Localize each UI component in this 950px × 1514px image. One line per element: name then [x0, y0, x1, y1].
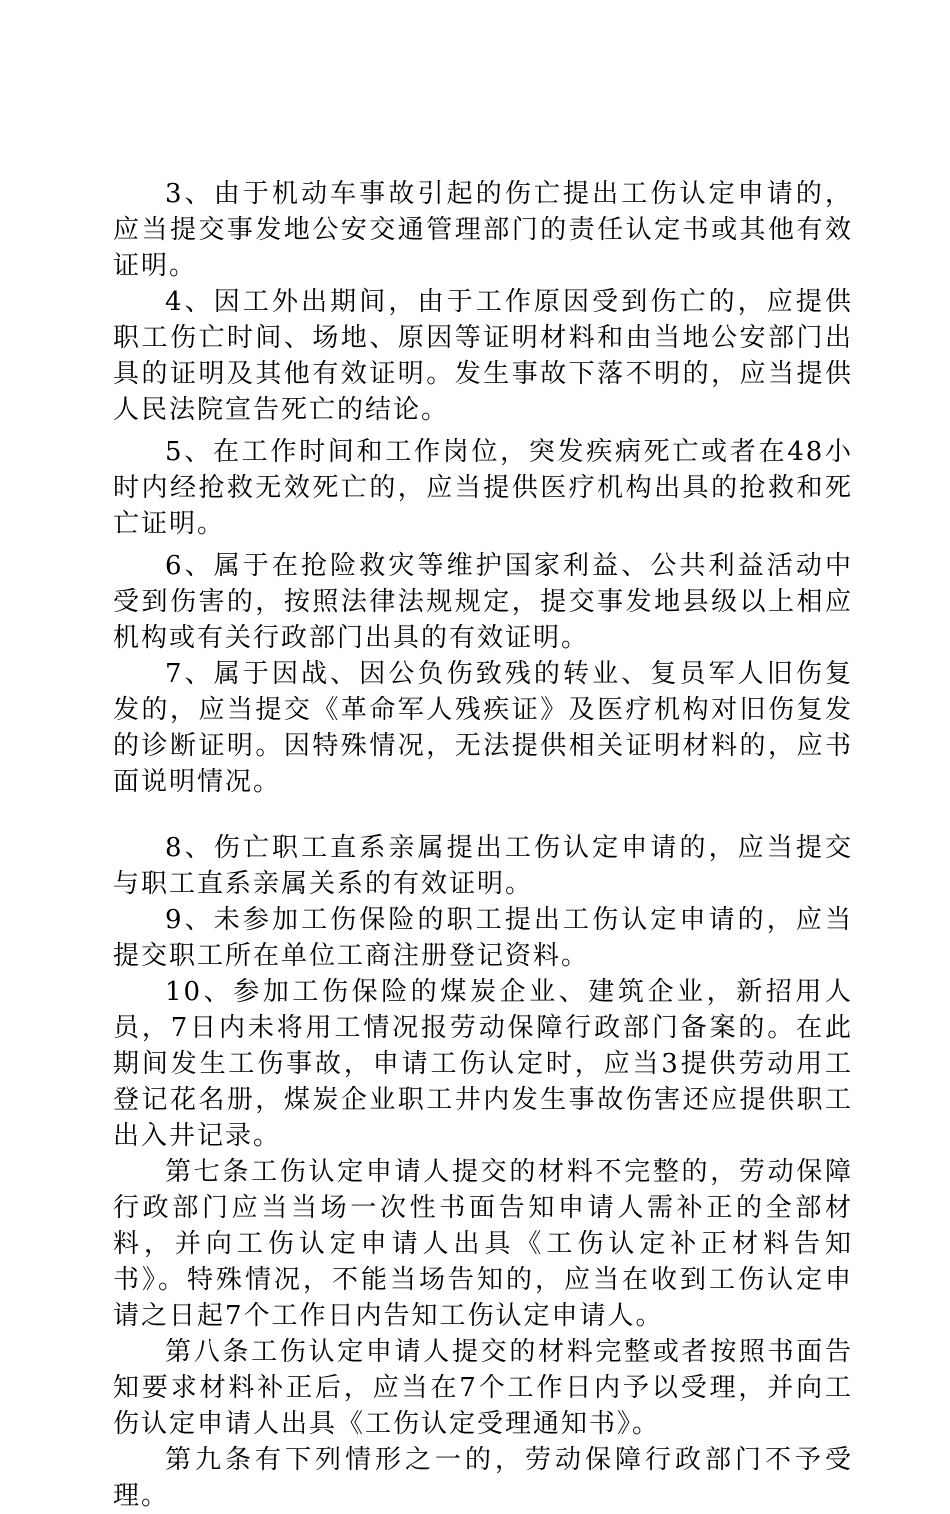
paragraph-item-10: 10、参加工伤保险的煤炭企业、建筑企业，新招用人员，7日内未将用工情况报劳动保障行政部门备案的。在此期间发生工伤事故，申请工伤认定时，应当3提供劳动用工登记花名册，煤炭企业职工井内发生事故伤害还应提供职工出入井记录。 [113, 977, 853, 1151]
document-body [113, 176, 853, 1514]
paragraph-article-9: 第九条有下列情形之一的，劳动保障行政部门不予受理。 [113, 1445, 853, 1511]
paragraph-item-8: 8、伤亡职工直系亲属提出工伤认定申请的，应当提交与职工直系亲属关系的有效证明。 [113, 833, 853, 899]
paragraph-item-3: 3、由于机动车事故引起的伤亡提出工伤认定申请的，应当提交事发地公安交通管理部门的责任认定书或其他有效证明。 [113, 179, 853, 281]
paragraph-item-9: 9、未参加工伤保险的职工提出工伤认定申请的，应当提交职工所在单位工商注册登记资料。 [113, 905, 853, 971]
paragraph-article-7: 第七条工伤认定申请人提交的材料不完整的，劳动保障行政部门应当当场一次性书面告知申请人需补正的全部材料，并向工伤认定申请人出具《工伤认定补正材料告知书》。特殊情况，不能当场告知的，应当在收到工伤认定申请之日起7个工作日内告知工伤认定申请人。 [113, 1157, 853, 1331]
paragraph-item-7: 7、属于因战、因公负伤致残的转业、复员军人旧伤复发的，应当提交《革命军人残疾证》及医疗机构对旧伤复发的诊断证明。因特殊情况，无法提供相关证明材料的，应书面说明情况。 [113, 659, 853, 797]
paragraph-item-4: 4、因工外出期间，由于工作原因受到伤亡的，应提供职工伤亡时间、场地、原因等证明材料和由当地公安部门出具的证明及其他有效证明。发生事故下落不明的，应当提供人民法院宣告死亡的结论。 [113, 287, 853, 425]
paragraph-item-5: 5、在工作时间和工作岗位，突发疾病死亡或者在48小时内经抢救无效死亡的，应当提供医疗机构出具的抢救和死亡证明。 [113, 437, 853, 539]
paragraph-article-8: 第八条工伤认定申请人提交的材料完整或者按照书面告知要求材料补正后，应当在7个工作日内予以受理，并向工伤认定申请人出具《工伤认定受理通知书》。 [113, 1337, 853, 1439]
paragraph-item-6: 6、属于在抢险救灾等维护国家利益、公共利益活动中受到伤害的，按照法律法规规定，提交事发地县级以上相应机构或有关行政部门出具的有效证明。 [113, 551, 853, 653]
